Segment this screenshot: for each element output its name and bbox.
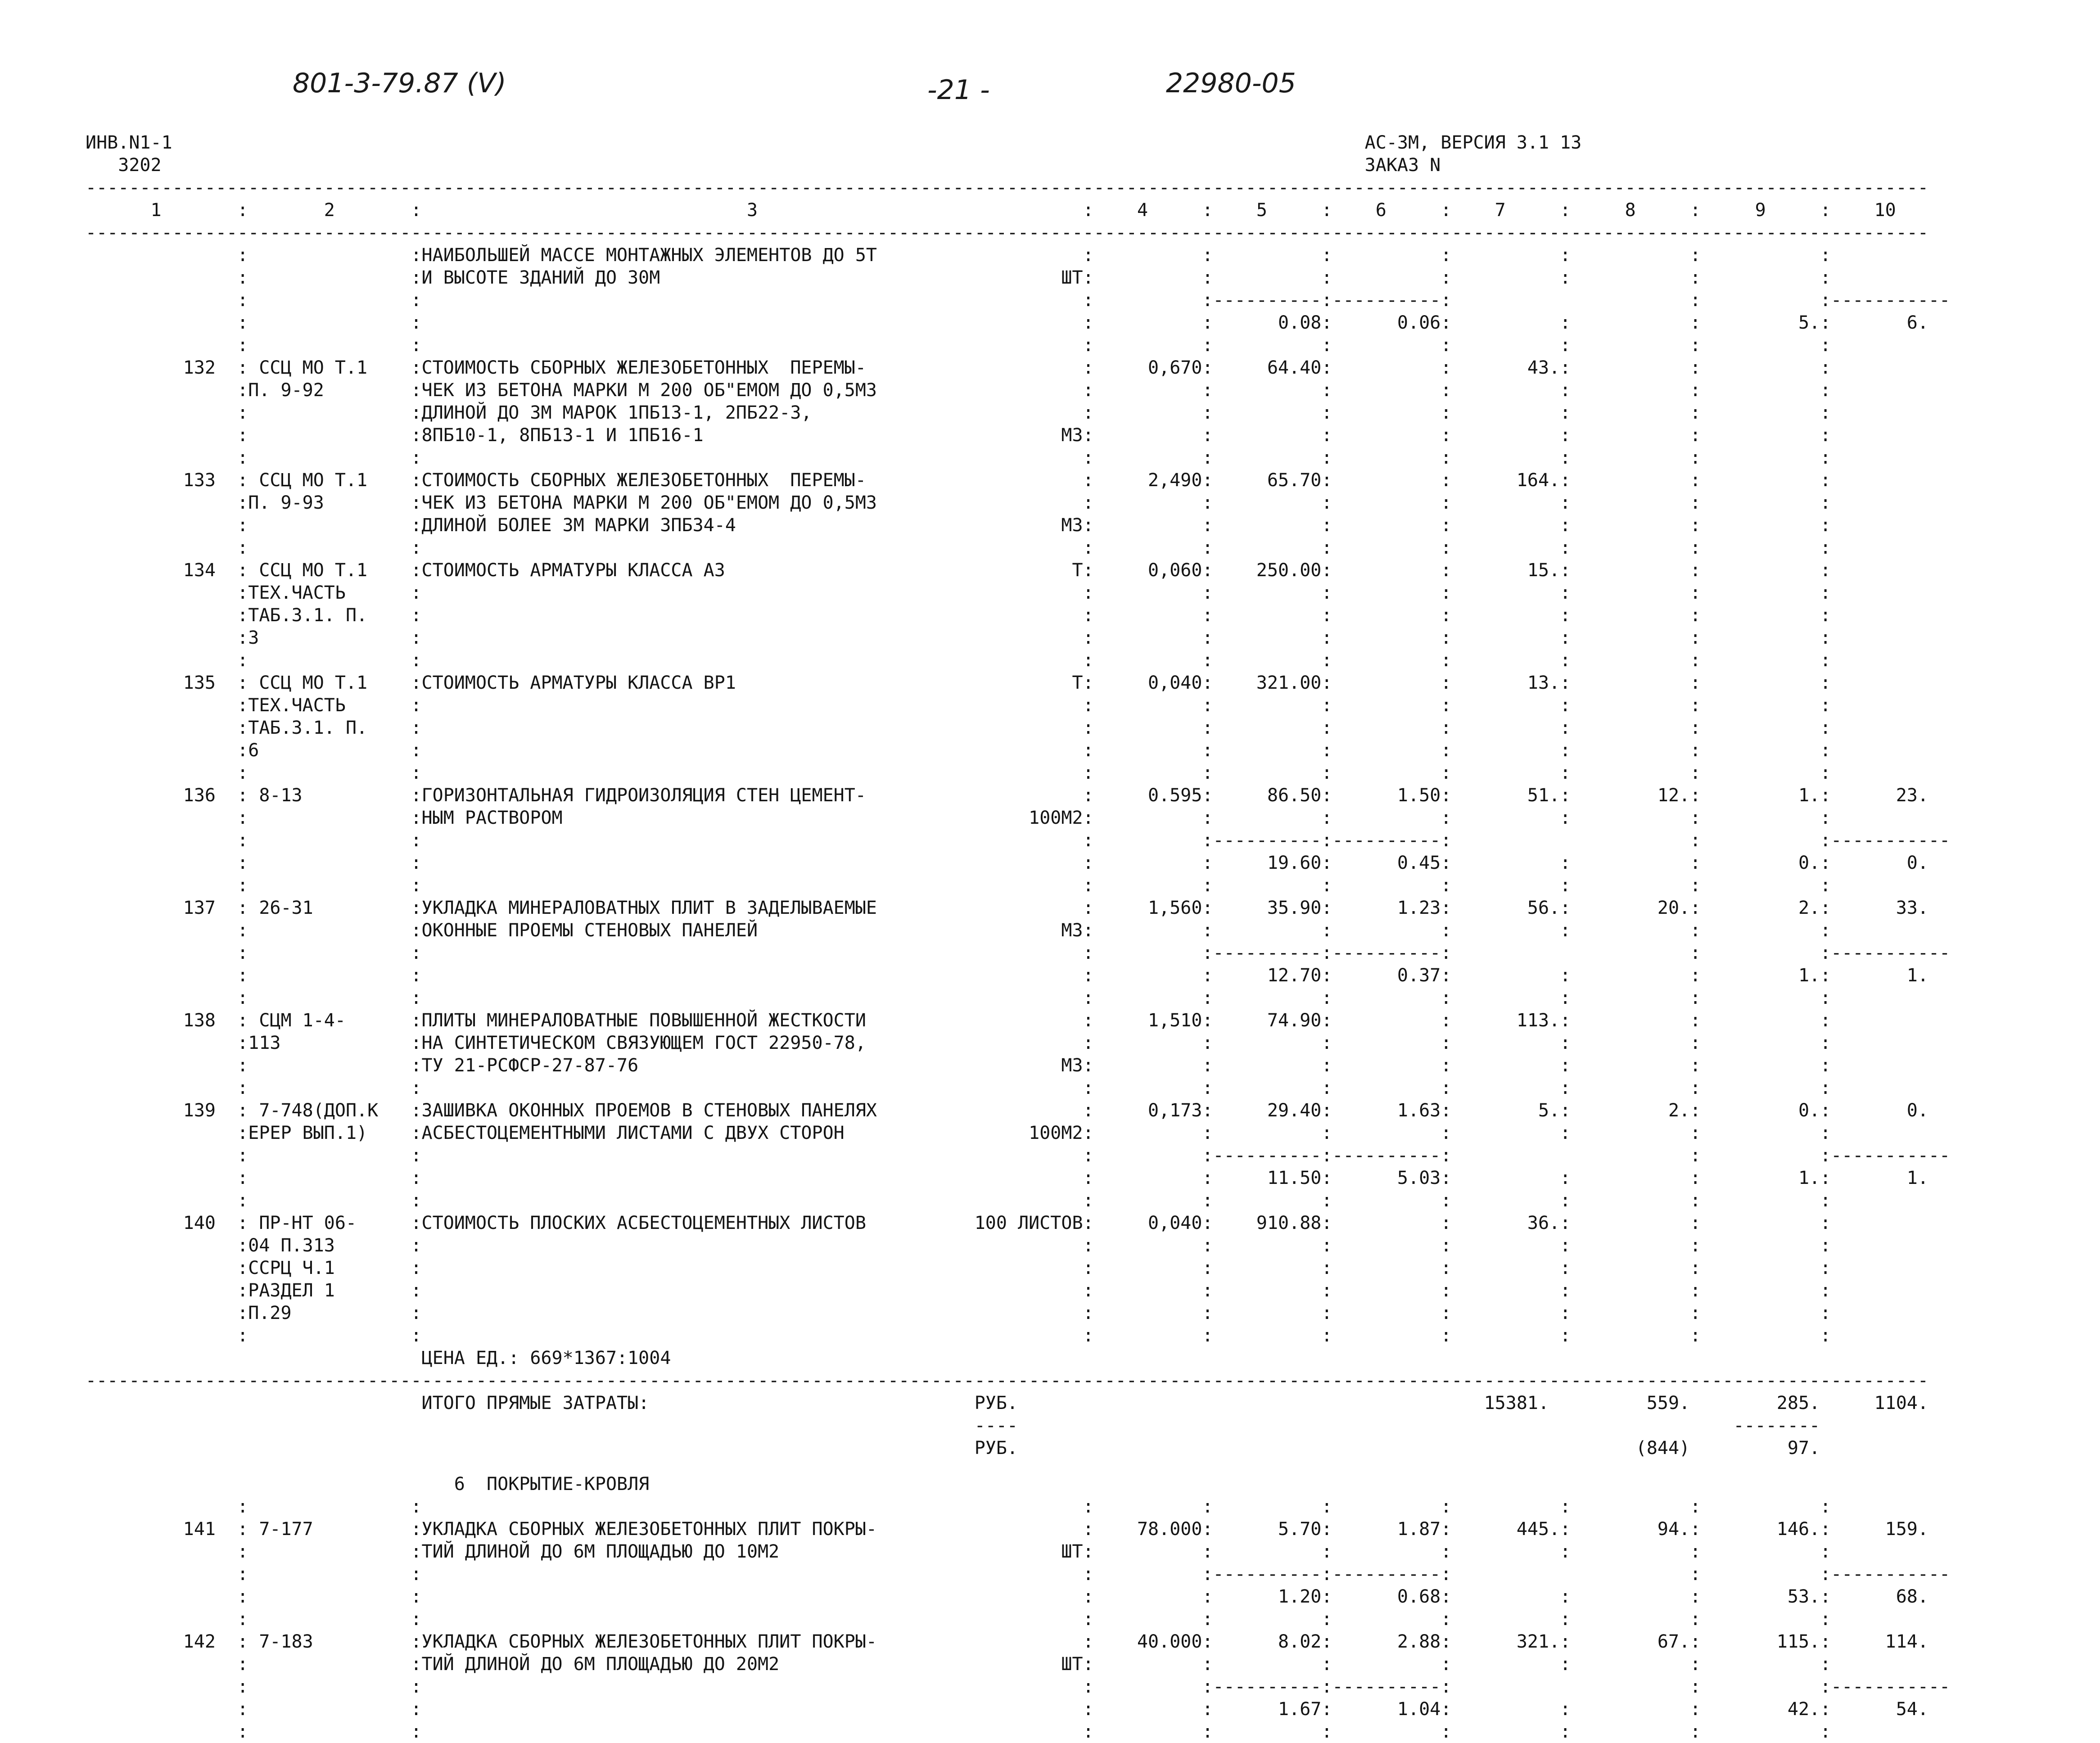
- table-row: :ТЕХ.ЧАСТЬ : : : : : : : :: [86, 583, 1831, 603]
- row-gap: : : : : : : : : :: [86, 447, 1831, 468]
- total-line: ИТОГО ПРЯМЫЕ ЗАТРАТЫ: РУБ. 15381. 559. 285. 1104.: [86, 1393, 1928, 1413]
- table-row: :113 :НА СИНТЕТИЧЕСКОМ СВЯЗУЮЩЕМ ГОСТ 22950-78, : : : : : : :: [86, 1033, 1831, 1053]
- table-row-second: : : : : 11.50: 5.03: : : 1.: 1.: [86, 1168, 1928, 1188]
- total-divider: ---- --------: [86, 1415, 1820, 1436]
- table-row: :6 : : : : : : : :: [86, 740, 1831, 761]
- page-number-handwritten: -21 -: [927, 74, 990, 106]
- top-rule: --------------------------------------------------------------------------------------------------------------------------------------------------------------------------: [86, 177, 1928, 198]
- row-gap: : : : : : : : : :: [86, 875, 1831, 896]
- table-row: :ЕРЕР ВЫП.1) :АСБЕСТОЦЕМЕНТНЫМИ ЛИСТАМИ С ДВУХ СТОРОН 100М2: : : : : : :: [86, 1123, 1831, 1143]
- table-row: : :И ВЫСОТЕ ЗДАНИЙ ДО 30М ШТ: : : : : : :: [86, 267, 1831, 288]
- table-row: : :НАИБОЛЬШЕЙ МАССЕ МОНТАЖНЫХ ЭЛЕМЕНТОВ ДО 5Т : : : : : : :: [86, 245, 1831, 266]
- table-row: :РАЗДЕЛ 1 : : : : : : : :: [86, 1280, 1831, 1301]
- table-row: :П.29 : : : : : : : :: [86, 1303, 1831, 1323]
- total-line: РУБ. (844) 97.: [86, 1438, 1820, 1459]
- value-divider: : : : :----------:----------: : :-----------: [86, 290, 1951, 311]
- value-divider: : : : :----------:----------: : :-----------: [86, 1564, 1951, 1585]
- table-row-second: : : : : 12.70: 0.37: : : 1.: 1.: [86, 965, 1928, 986]
- table-row: 141 : 7-177 :УКЛАДКА СБОРНЫХ ЖЕЛЕЗОБЕТОННЫХ ПЛИТ ПОКРЫ- : 78.000: 5.70: 1.87: 445.: 94.: 146.: 159.: [86, 1519, 1928, 1540]
- table-row: 140 : ПР-НТ 06- :СТОИМОСТЬ ПЛОСКИХ АСБЕСТОЦЕМЕНТНЫХ ЛИСТОВ 100 ЛИСТОВ: 0,040: 910.88: : 36.: : :: [86, 1213, 1831, 1233]
- table-row: :ССРЦ Ч.1 : : : : : : : :: [86, 1258, 1831, 1278]
- table-row: : :ТИЙ ДЛИНОЙ ДО 6М ПЛОЩАДЬЮ ДО 10М2 ШТ: : : : : : :: [86, 1541, 1831, 1562]
- table-row-second: : : : : 1.20: 0.68: : : 53.: 68.: [86, 1586, 1928, 1607]
- row-gap: : : : : : : : : :: [86, 763, 1831, 783]
- table-row: : :ОКОННЫЕ ПРОЕМЫ СТЕНОВЫХ ПАНЕЛЕЙ М3: : : : : : :: [86, 920, 1831, 941]
- row-gap: : : : : : : : : :: [86, 1721, 1831, 1742]
- table-row: :ТАБ.3.1. П. : : : : : : : :: [86, 718, 1831, 738]
- table-row: : :ДЛИНОЙ БОЛЕЕ 3М МАРКИ 3ПБ34-4 М3: : : : : : :: [86, 515, 1831, 536]
- header-line: ИНВ.N1-1 АС-3М, ВЕРСИЯ 3.1 13: [86, 132, 1582, 153]
- table-row: :ТЕХ.ЧАСТЬ : : : : : : : :: [86, 695, 1831, 716]
- table-row: 136 : 8-13 :ГОРИЗОНТАЛЬНАЯ ГИДРОИЗОЛЯЦИЯ СТЕН ЦЕМЕНТ- : 0.595: 86.50: 1.50: 51.: 12.: 1.: 23.: [86, 785, 1928, 806]
- row-gap: : : : : : : : : :: [86, 1078, 1831, 1098]
- value-divider: : : : :----------:----------: : :-----------: [86, 830, 1951, 851]
- table-row: : :НЫМ РАСТВОРОМ 100М2: : : : : : :: [86, 808, 1831, 828]
- column-numbers: 1 : 2 : 3 : 4 : 5 : 6 : 7 : 8 : 9 : 10: [86, 200, 1896, 221]
- row-gap: : : : : : : : : :: [86, 1325, 1831, 1346]
- header-rule: --------------------------------------------------------------------------------------------------------------------------------------------------------------------------: [86, 222, 1928, 243]
- row-gap: : : : : : : : : :: [86, 537, 1831, 558]
- row-gap: : : : : : : : : :: [86, 650, 1831, 671]
- total-rule: --------------------------------------------------------------------------------------------------------------------------------------------------------------------------: [86, 1370, 1928, 1391]
- table-row: :04 П.313 : : : : : : : :: [86, 1235, 1831, 1256]
- table-row: :П. 9-93 :ЧЕК ИЗ БЕТОНА МАРКИ М 200 ОБ"ЕМОМ ДО 0,5М3 : : : : : : :: [86, 492, 1831, 513]
- table-row: 139 : 7-748(ДОП.К :ЗАШИВКА ОКОННЫХ ПРОЕМОВ В СТЕНОВЫХ ПАНЕЛЯХ : 0,173: 29.40: 1.63: 5.: 2.: 0.: 0.: [86, 1100, 1928, 1121]
- header-line: 3202 ЗАКАЗ N: [86, 155, 1441, 176]
- table-row: 132 : ССЦ МО Т.1 :СТОИМОСТЬ СБОРНЫХ ЖЕЛЕЗОБЕТОННЫХ ПЕРЕМЫ- : 0,670: 64.40: : 43.: : :: [86, 357, 1831, 378]
- table-row: 134 : ССЦ МО Т.1 :СТОИМОСТЬ АРМАТУРЫ КЛАССА А3 Т: 0,060: 250.00: : 15.: : :: [86, 560, 1831, 581]
- table-row: 133 : ССЦ МО Т.1 :СТОИМОСТЬ СБОРНЫХ ЖЕЛЕЗОБЕТОННЫХ ПЕРЕМЫ- : 2,490: 65.70: : 164.: : :: [86, 470, 1831, 491]
- table-row: :3 : : : : : : : :: [86, 628, 1831, 648]
- table-row-second: : : : : 0.08: 0.06: : : 5.: 6.: [86, 312, 1928, 333]
- table-row: 137 : 26-31 :УКЛАДКА МИНЕРАЛОВАТНЫХ ПЛИТ В ЗАДЕЛЫВАЕМЫЕ : 1,560: 35.90: 1.23: 56.: 20.: 2.: 33.: [86, 898, 1928, 918]
- value-divider: : : : :----------:----------: : :-----------: [86, 1676, 1951, 1697]
- row-gap: : : : : : : : : :: [86, 335, 1831, 356]
- document-code-handwritten: 801-3-79.87 (V): [293, 68, 506, 99]
- table-row: 135 : ССЦ МО Т.1 :СТОИМОСТЬ АРМАТУРЫ КЛАССА ВР1 Т: 0,040: 321.00: : 13.: : :: [86, 673, 1831, 693]
- row-gap: : : : : : : : : :: [86, 988, 1831, 1008]
- row-gap: : : : : : : : : :: [86, 1609, 1831, 1630]
- project-number-handwritten: 22980-05: [1166, 68, 1296, 99]
- table-row: :ТАБ.3.1. П. : : : : : : : :: [86, 605, 1831, 626]
- table-row-second: : : : : 1.67: 1.04: : : 42.: 54.: [86, 1699, 1928, 1720]
- table-row: : :8ПБ10-1, 8ПБ13-1 И 1ПБ16-1 М3: : : : : : :: [86, 425, 1831, 446]
- table-row: :П. 9-92 :ЧЕК ИЗ БЕТОНА МАРКИ М 200 ОБ"ЕМОМ ДО 0,5М3 : : : : : : :: [86, 380, 1831, 401]
- value-divider: : : : :----------:----------: : :-----------: [86, 943, 1951, 963]
- table-row-second: : : : : 19.60: 0.45: : : 0.: 0.: [86, 853, 1928, 873]
- price-note: ЦЕНА ЕД.: 669*1367:1004: [86, 1348, 671, 1368]
- section-title: 6 ПОКРЫТИЕ-КРОВЛЯ: [86, 1474, 650, 1495]
- table-row: : :ТУ 21-РСФСР-27-87-76 М3: : : : : : :: [86, 1055, 1831, 1076]
- table-row: : :ТИЙ ДЛИНОЙ ДО 6М ПЛОЩАДЬЮ ДО 20М2 ШТ: : : : : : :: [86, 1654, 1831, 1675]
- table-row: 142 : 7-183 :УКЛАДКА СБОРНЫХ ЖЕЛЕЗОБЕТОННЫХ ПЛИТ ПОКРЫ- : 40.000: 8.02: 2.88: 321.: 67.: 115.: 114.: [86, 1631, 1928, 1652]
- table-row: : :ДЛИНОЙ ДО 3М МАРОК 1ПБ13-1, 2ПБ22-3, : : : : : : :: [86, 402, 1831, 423]
- row-gap: : : : : : : : : :: [86, 1190, 1831, 1211]
- table-row: 138 : СЦМ 1-4- :ПЛИТЫ МИНЕРАЛОВАТНЫЕ ПОВЫШЕННОЙ ЖЕСТКОСТИ : 1,510: 74.90: : 113.: : :: [86, 1010, 1831, 1031]
- value-divider: : : : :----------:----------: : :-----------: [86, 1145, 1951, 1166]
- row-gap: : : : : : : : : :: [86, 1496, 1831, 1517]
